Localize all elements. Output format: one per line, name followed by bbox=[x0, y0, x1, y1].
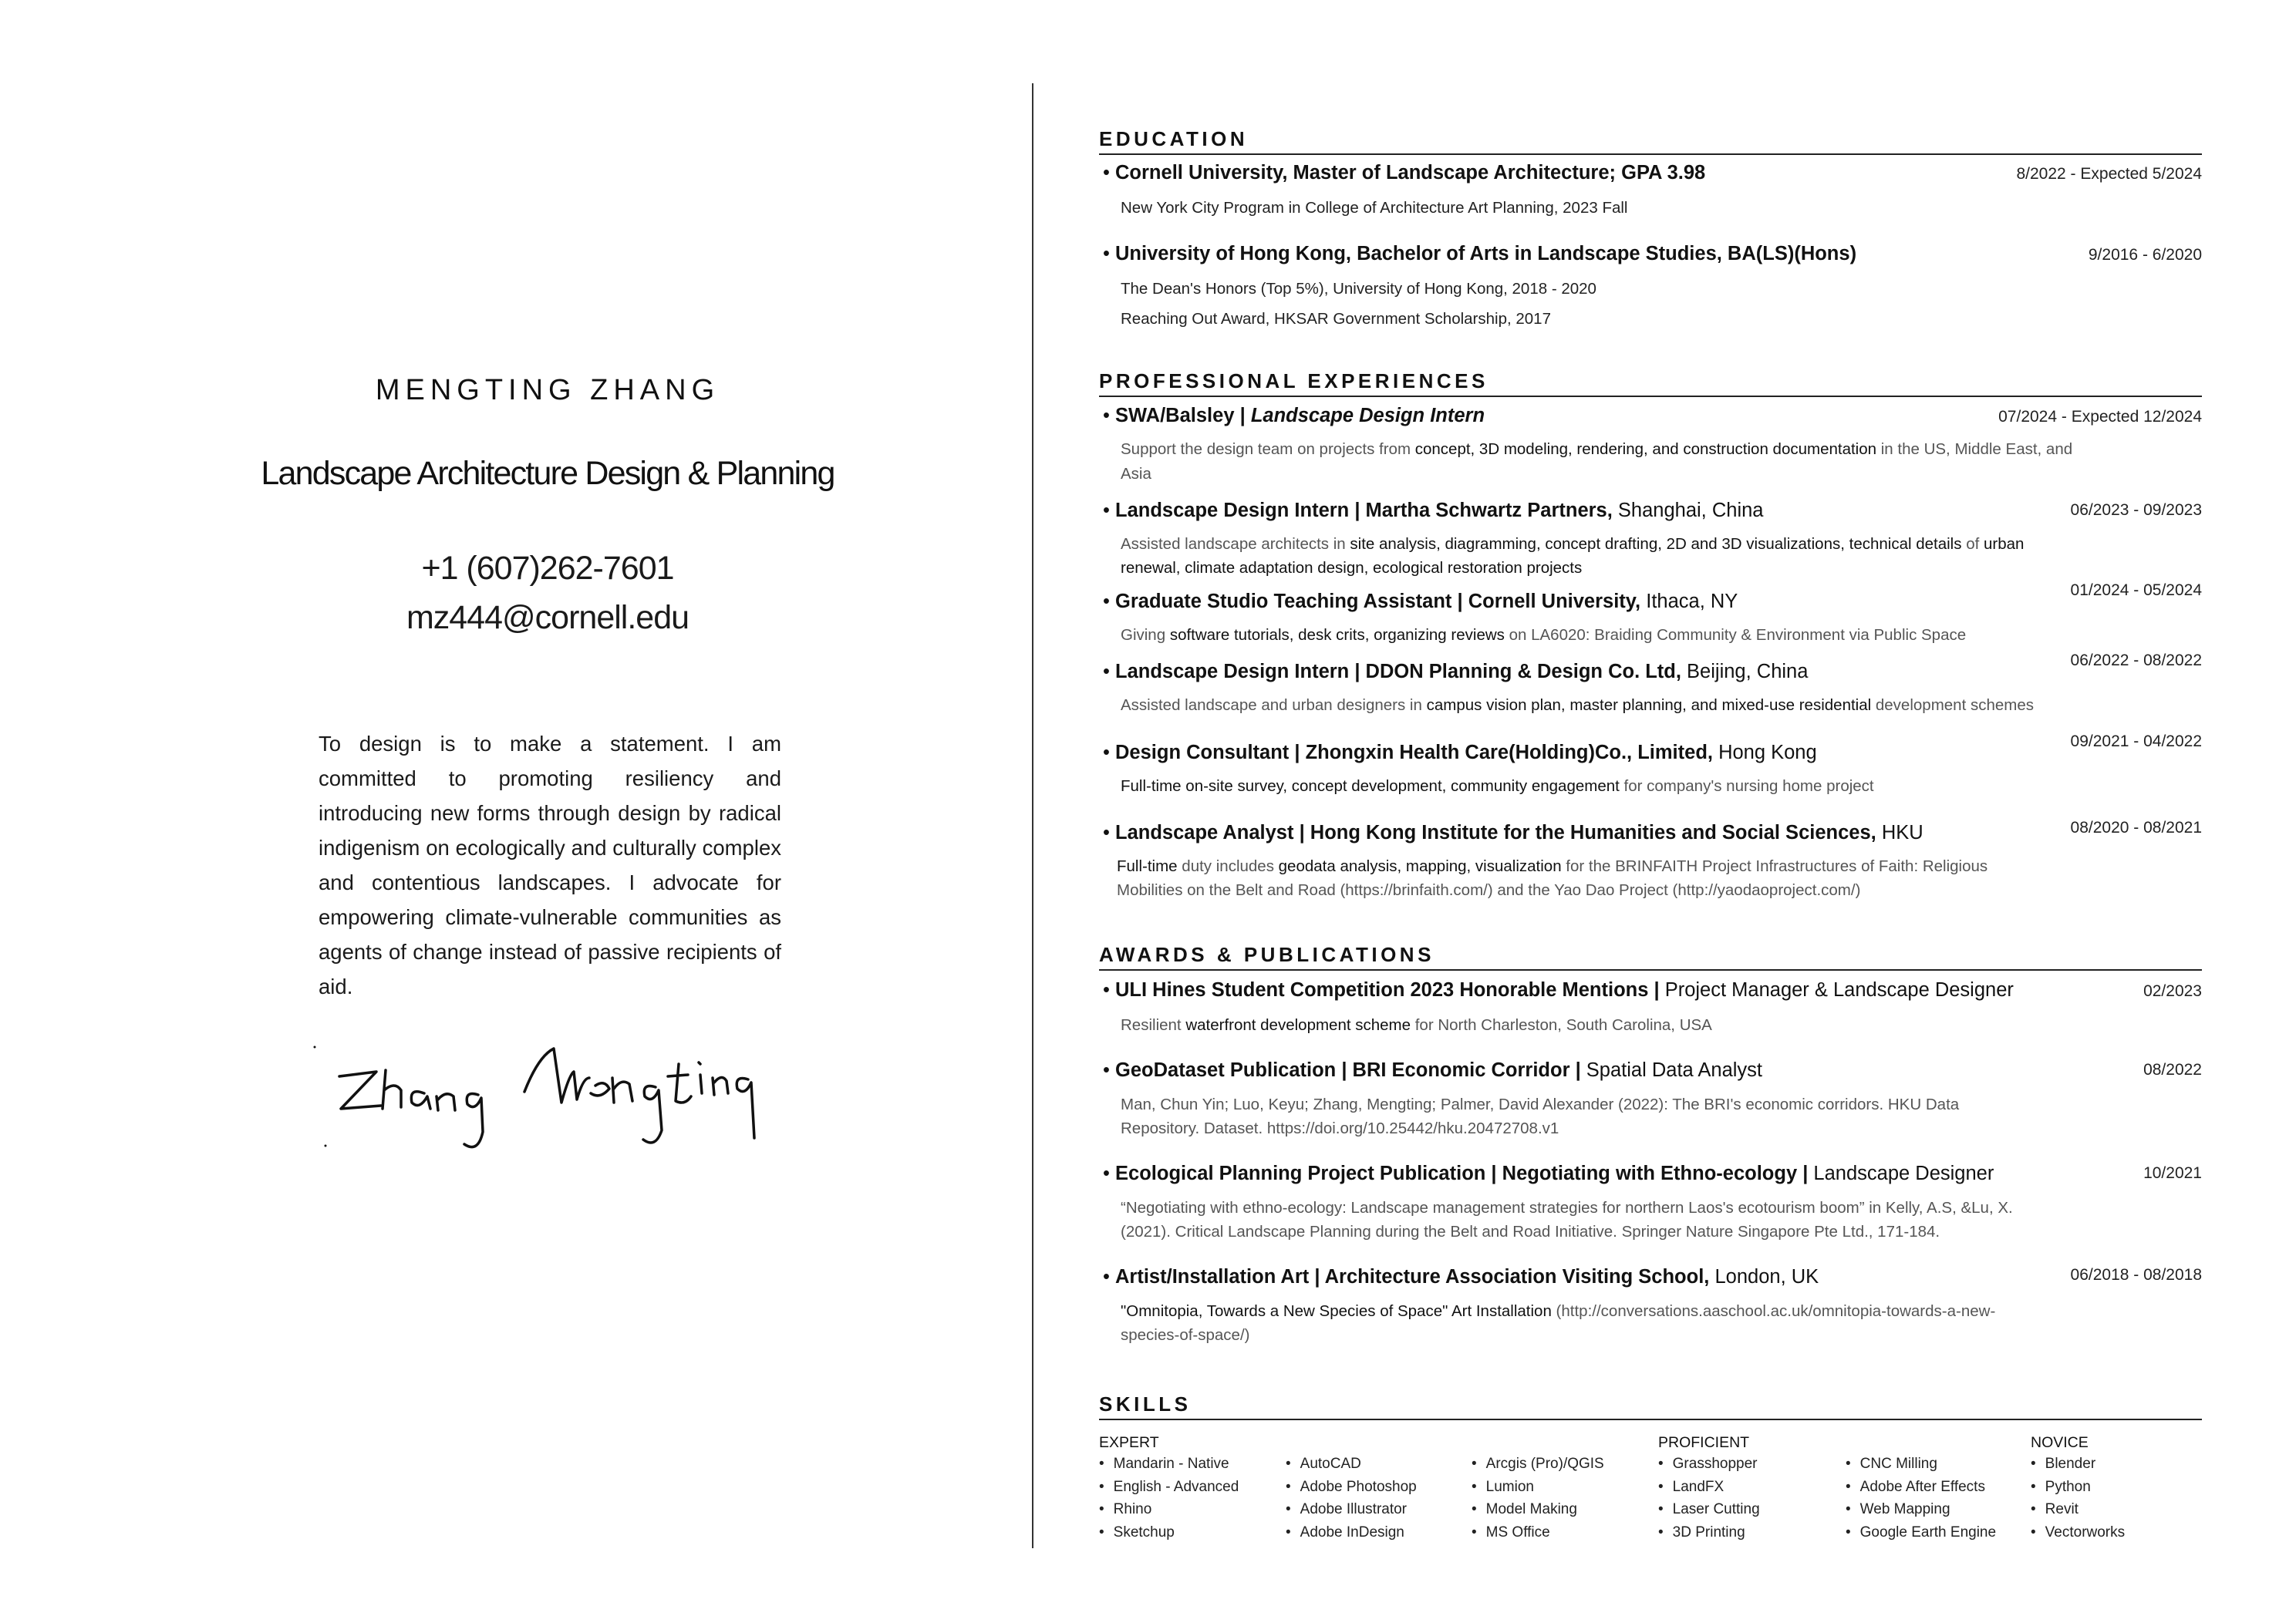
handwritten-signature bbox=[293, 1016, 771, 1170]
entry-description: Full-time duty includes geodata analysis, mapping, visualization for the BRINFAITH Project Infrastructures of Faith: Religious Mobilities on the Belt and Road (https://brinfaith.com/) and the Yao Dao Project (http://yaodaoproject.com/) bbox=[1117, 857, 1988, 899]
skill-item: • Web Mapping bbox=[1846, 1501, 1996, 1524]
entry-title: • University of Hong Kong, Bachelor of Arts in Landscape Studies, BA(LS)(Hons) bbox=[1103, 243, 1857, 264]
personal-statement: To design is to make a statement. I am committed to promoting resiliency and introducing new forms through design by radical indigenism on ecologically and culturally complex and contentious landscapes. I advocate for empowering climate-vulnerable communities as agents of change instead of passive recipients of aid. bbox=[319, 732, 781, 998]
column-divider bbox=[1032, 83, 1033, 1548]
entry-title: • ULI Hines Student Competition 2023 Honorable Mentions | Project Manager & Landscape Designer bbox=[1103, 979, 2014, 1001]
skill-item: • Arcgis (Pro)/QGIS bbox=[1472, 1456, 1604, 1479]
skill-item: • Sketchup bbox=[1099, 1524, 1239, 1547]
entry-description: Man, Chun Yin; Luo, Keyu; Zhang, Mengting; Palmer, David Alexander (2022): The BRI's economic corridors. HKU Data Repository. Dataset. https://doi.org/10.25442/hku.20472708.v1 bbox=[1121, 1096, 1960, 1137]
entry-date: 06/2023 - 09/2023 bbox=[2070, 501, 2202, 519]
section-heading-education: EDUCATION bbox=[1099, 127, 2202, 155]
entry-date: 06/2018 - 08/2018 bbox=[2070, 1266, 2202, 1284]
entry-date: 9/2016 - 6/2020 bbox=[2088, 246, 2202, 264]
entry-title: • SWA/Balsley | Landscape Design Intern bbox=[1103, 405, 1485, 426]
entry-description: Resilient waterfront development scheme for North Charleston, South Carolina, USA bbox=[1121, 1016, 1712, 1034]
skill-item: • Model Making bbox=[1472, 1501, 1604, 1524]
skill-item: • AutoCAD bbox=[1286, 1456, 1417, 1479]
entry-title: • Ecological Planning Project Publication | Negotiating with Ethno-ecology | Landscape Designer bbox=[1103, 1163, 1994, 1184]
entry-title: • Landscape Analyst | Hong Kong Institute for the Humanities and Social Sciences, HKU bbox=[1103, 822, 1923, 843]
entry-description: New York City Program in College of Architecture Art Planning, 2023 Fall bbox=[1121, 199, 1628, 217]
skill-item: • CNC Milling bbox=[1846, 1456, 1996, 1479]
skill-item: • Lumion bbox=[1472, 1479, 1604, 1502]
candidate-title: Landscape Architecture Design & Planning bbox=[261, 455, 834, 492]
entry-description: Assisted landscape architects in site analysis, diagramming, concept drafting, 2D and 3D visualizations, technical details of urban renewal, climate adaptation design, ecological restoration projects bbox=[1121, 535, 2025, 577]
entry-description: “Negotiating with ethno-ecology: Landscape management strategies for northern Laos's ecotourism boom” in Kelly, A.S, &Lu, X. (2021). Critical Landscape Planning during the Belt and Road Initiative. Springer Nature Singapore Pte Ltd., 171-184. bbox=[1121, 1199, 2013, 1241]
entry-date: 01/2024 - 05/2024 bbox=[2070, 581, 2202, 599]
entry-description: Support the design team on projects from concept, 3D modeling, rendering, and construction documentation in the US, Middle East, and Asia bbox=[1121, 440, 2073, 483]
entry-description: Assisted landscape and urban designers in campus vision plan, master planning, and mixed-use residential development schemes bbox=[1121, 696, 2034, 714]
entry-description: "Omnitopia, Towards a New Species of Space" Art Installation (http://conversations.aaschool.ac.uk/omnitopia-towards-a-new-species-of-space/) bbox=[1121, 1302, 1996, 1344]
skill-item: • Adobe Illustrator bbox=[1286, 1501, 1417, 1524]
entry-title: • Landscape Design Intern | Martha Schwartz Partners, Shanghai, China bbox=[1103, 500, 1764, 521]
entry-title: • GeoDataset Publication | BRI Economic Corridor | Spatial Data Analyst bbox=[1103, 1059, 1763, 1081]
skill-level-label: NOVICE bbox=[2031, 1434, 2089, 1451]
skill-item: • English - Advanced bbox=[1099, 1479, 1239, 1502]
skill-level-label: PROFICIENT bbox=[1658, 1434, 1750, 1451]
skill-item: • Adobe InDesign bbox=[1286, 1524, 1417, 1547]
skill-item: • Revit bbox=[2031, 1501, 2125, 1524]
skills-column bbox=[1472, 1434, 1604, 1547]
entry-title: • Cornell University, Master of Landscape Architecture; GPA 3.98 bbox=[1103, 162, 1706, 184]
skill-item: • Mandarin - Native bbox=[1099, 1456, 1239, 1479]
skill-item: • Blender bbox=[2031, 1456, 2125, 1479]
section-heading-awards: AWARDS & PUBLICATIONS bbox=[1099, 943, 2202, 971]
skill-item: • Adobe Photoshop bbox=[1286, 1479, 1417, 1502]
skill-item: • Google Earth Engine bbox=[1846, 1524, 1996, 1547]
entry-date: 06/2022 - 08/2022 bbox=[2070, 652, 2202, 669]
skills-column bbox=[1099, 1434, 1239, 1547]
entry-description: Giving software tutorials, desk crits, organizing reviews on LA6020: Braiding Community & Environment via Public Space bbox=[1121, 626, 1967, 644]
entry-date: 08/2020 - 08/2021 bbox=[2070, 819, 2202, 837]
skills-column bbox=[1658, 1434, 1760, 1547]
entry-date: 8/2022 - Expected 5/2024 bbox=[2016, 165, 2202, 183]
skill-level-label: EXPERT bbox=[1099, 1434, 1159, 1451]
entry-date: 08/2022 bbox=[2143, 1061, 2202, 1079]
entry-description: Full-time on-site survey, concept development, community engagement for company's nursing home project bbox=[1121, 777, 1874, 795]
skills-column bbox=[1846, 1434, 1996, 1547]
section-heading-experience: PROFESSIONAL EXPERIENCES bbox=[1099, 369, 2202, 397]
phone-number: +1 (607)262-7601 bbox=[421, 550, 674, 587]
entry-description: The Dean's Honors (Top 5%), University of Hong Kong, 2018 - 2020 bbox=[1121, 280, 1596, 298]
section-heading-skills: SKILLS bbox=[1099, 1392, 2202, 1420]
skill-item: • Grasshopper bbox=[1658, 1456, 1760, 1479]
skill-item: • 3D Printing bbox=[1658, 1524, 1760, 1547]
profile-panel bbox=[0, 0, 1033, 1623]
entry-title: • Artist/Installation Art | Architecture Association Visiting School, London, UK bbox=[1103, 1266, 1819, 1288]
skill-item: • MS Office bbox=[1472, 1524, 1604, 1547]
skill-item: • Vectorworks bbox=[2031, 1524, 2125, 1547]
entry-description: Reaching Out Award, HKSAR Government Scholarship, 2017 bbox=[1121, 310, 1551, 328]
skill-item: • LandFX bbox=[1658, 1479, 1760, 1502]
email-address: mz444@cornell.edu bbox=[406, 599, 689, 636]
entry-date: 09/2021 - 04/2022 bbox=[2070, 732, 2202, 750]
entry-date: 02/2023 bbox=[2143, 982, 2202, 1000]
entry-title: • Design Consultant | Zhongxin Health Care(Holding)Co., Limited, Hong Kong bbox=[1103, 742, 1817, 763]
candidate-name: MENGTING ZHANG bbox=[375, 374, 720, 406]
skill-item: • Laser Cutting bbox=[1658, 1501, 1760, 1524]
skill-item: • Rhino bbox=[1099, 1501, 1239, 1524]
skills-column bbox=[2031, 1434, 2125, 1547]
skills-column bbox=[1286, 1434, 1417, 1547]
skill-item: • Python bbox=[2031, 1479, 2125, 1502]
entry-title: • Graduate Studio Teaching Assistant | Cornell University, Ithaca, NY bbox=[1103, 591, 1738, 612]
skill-item: • Adobe After Effects bbox=[1846, 1479, 1996, 1502]
entry-date: 07/2024 - Expected 12/2024 bbox=[1998, 408, 2202, 426]
entry-title: • Landscape Design Intern | DDON Planning & Design Co. Ltd, Beijing, China bbox=[1103, 661, 1809, 682]
entry-date: 10/2021 bbox=[2143, 1164, 2202, 1182]
